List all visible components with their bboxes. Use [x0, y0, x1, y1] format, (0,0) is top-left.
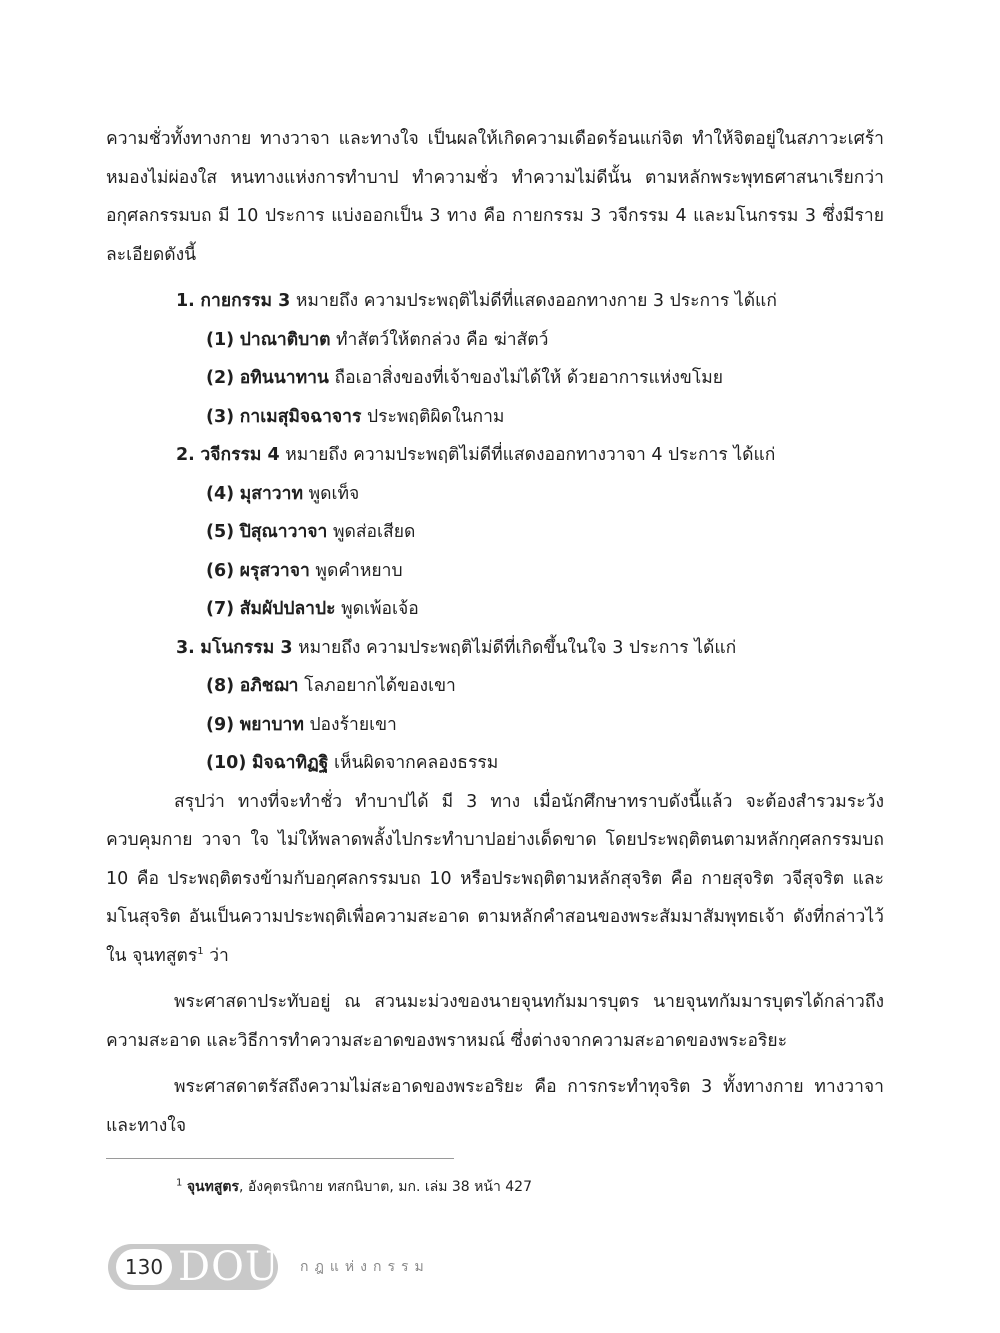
- summary-tail: ว่า: [203, 945, 229, 966]
- list-item: [106, 398, 884, 437]
- item-term: พยาบาท: [239, 714, 304, 735]
- page-number-pill: [108, 1244, 278, 1290]
- footnote: [176, 1175, 876, 1199]
- item-number: (7): [206, 599, 235, 619]
- item-desc: เห็นผิดจากคลองธรรม: [334, 753, 499, 773]
- footnote-title: จุนทสูตร: [186, 1179, 239, 1195]
- section-number: 2.: [176, 445, 195, 465]
- section-desc: หมายถึง ความประพฤติไม่ดีที่เกิดขึ้นในใจ 3 ประการ ได้แก่: [298, 637, 737, 658]
- item-number: (9): [206, 714, 235, 735]
- section-heading-1: [106, 282, 884, 321]
- item-term: อทินนาทาน: [239, 368, 329, 388]
- footnote-ref[interactable]: 1: [197, 945, 204, 957]
- summary-paragraph: [106, 783, 884, 976]
- section-heading-2: [106, 436, 884, 475]
- item-number: (5): [206, 522, 235, 542]
- intro-paragraph: ความชั่วทั้งทางกาย ทางวาจา และทางใจ เป็นผลให้เกิดความเดือดร้อนแก่จิต ทำให้จิตอยู่ในสภาวะเศร้าหมองไม่ผ่องใส หนทางแห่งการทำบาป ทำความชั่ว ทำความไม่ดีนั้น ตามหลักพระพุทธศาสนาเรียกว่า อกุศลกรรมบถ มี 10 ประการ แบ่งออกเป็น 3 ทาง คือ กายกรรม 3 วจีกรรม 4 และมโนกรรม 3 ซึ่งมีรายละเอียดดังนี้: [106, 129, 884, 265]
- list-item: [106, 321, 884, 360]
- section-number: 3.: [176, 637, 195, 658]
- brand-logo: DOU: [178, 1244, 280, 1290]
- item-number: (1): [206, 329, 235, 350]
- item-term: ปาณาติบาต: [239, 329, 331, 350]
- list-item: [106, 359, 884, 398]
- main-content: [106, 120, 884, 1147]
- item-term: ปิสุณาวาจา: [239, 522, 328, 542]
- page-number: 130: [116, 1249, 172, 1285]
- item-desc: ประพฤติผิดในกาม: [366, 406, 505, 427]
- item-number: (10): [206, 753, 247, 773]
- list-item: [106, 590, 884, 629]
- item-number: (4): [206, 483, 235, 504]
- item-term: อภิชฌา: [239, 676, 299, 696]
- running-title: กฎแห่งกรรม: [300, 1259, 430, 1275]
- list-item: [106, 513, 884, 552]
- footnote-mark: 1: [176, 1177, 183, 1189]
- footnote-divider: [106, 1158, 454, 1159]
- section-term: วจีกรรม 4: [200, 445, 280, 465]
- item-desc: พูดเพ้อเจ้อ: [341, 599, 419, 619]
- item-term: มิจฉาทิฏฐิ: [251, 753, 329, 773]
- item-term: กาเมสุมิจฉาจาร: [239, 406, 362, 427]
- item-number: (6): [206, 560, 235, 581]
- summary-text: สรุปว่า ทางที่จะทำชั่ว ทำบาปได้ มี 3 ทาง เมื่อนักศึกษาทราบดังนี้แล้ว จะต้องสำรวมระวังควบคุมกาย วาจา ใจ ไม่ให้พลาดพลั้งไปกระทำบาปอย่างเด็ดขาด โดยประพฤติตนตามหลักกุศลกรรมบถ 10 คือ ประพฤติตรงข้ามกับอกุศลกรรมบถ 10 หรือประพฤติตามหลักสุจริต คือ กายสุจริต วจีสุจริต และมโนสุจริต อันเป็นความประพฤติเพื่อความสะอาด ตามหลักคำสอนของพระสัมมาสัมพุทธเจ้า ดังที่กล่าวไว้ใน จุนทสูตร: [106, 791, 884, 966]
- item-desc: ปองร้ายเขา: [309, 714, 397, 735]
- item-desc: พูดคำหยาบ: [315, 560, 403, 581]
- section-term: มโนกรรม 3: [200, 637, 293, 658]
- impurity-paragraph: พระศาสดาตรัสถึงความไม่สะอาดของพระอริยะ คือ การกระทำทุจริต 3 ทั้งทางกาย ทางวาจา และทางใจ: [106, 1077, 884, 1136]
- item-number: (3): [206, 406, 235, 427]
- section-desc: หมายถึง ความประพฤติไม่ดีที่แสดงออกทางกาย 3 ประการ ได้แก่: [295, 291, 777, 311]
- cunda-paragraph: พระศาสดาประทับอยู่ ณ สวนมะม่วงของนายจุนทกัมมารบุตร นายจุนทกัมมารบุตรได้กล่าวถึงความสะอาด และวิธีการทำความสะอาดของพราหมณ์ ซึ่งต่างจากความสะอาดของพระอริยะ: [106, 992, 884, 1051]
- footnote-text: , อังคุตรนิกาย ทสกนิบาต, มก. เล่ม 38 หน้า 427: [239, 1179, 532, 1195]
- section-term: กายกรรม 3: [200, 291, 291, 311]
- section-number: 1.: [176, 291, 195, 311]
- item-desc: พูดเท็จ: [308, 483, 360, 504]
- item-term: ผรุสวาจา: [239, 560, 310, 581]
- list-item: [106, 706, 884, 745]
- item-term: มุสาวาท: [239, 483, 303, 504]
- page-footer: [108, 1244, 708, 1292]
- item-desc: ถือเอาสิ่งของที่เจ้าของไม่ได้ให้ ด้วยอาการแห่งขโมย: [334, 368, 724, 388]
- list-item: [106, 475, 884, 514]
- item-desc: ทำสัตว์ให้ตกล่วง คือ ฆ่าสัตว์: [336, 329, 549, 350]
- list-item: [106, 552, 884, 591]
- list-item: [106, 744, 884, 783]
- item-number: (2): [206, 368, 235, 388]
- item-number: (8): [206, 676, 235, 696]
- section-heading-3: [106, 629, 884, 668]
- section-desc: หมายถึง ความประพฤติไม่ดีที่แสดงออกทางวาจา 4 ประการ ได้แก่: [285, 445, 776, 465]
- list-item: [106, 667, 884, 706]
- item-desc: โลภอยากได้ของเขา: [304, 676, 456, 696]
- item-term: สัมผัปปลาปะ: [239, 599, 336, 619]
- item-desc: พูดส่อเสียด: [332, 522, 416, 542]
